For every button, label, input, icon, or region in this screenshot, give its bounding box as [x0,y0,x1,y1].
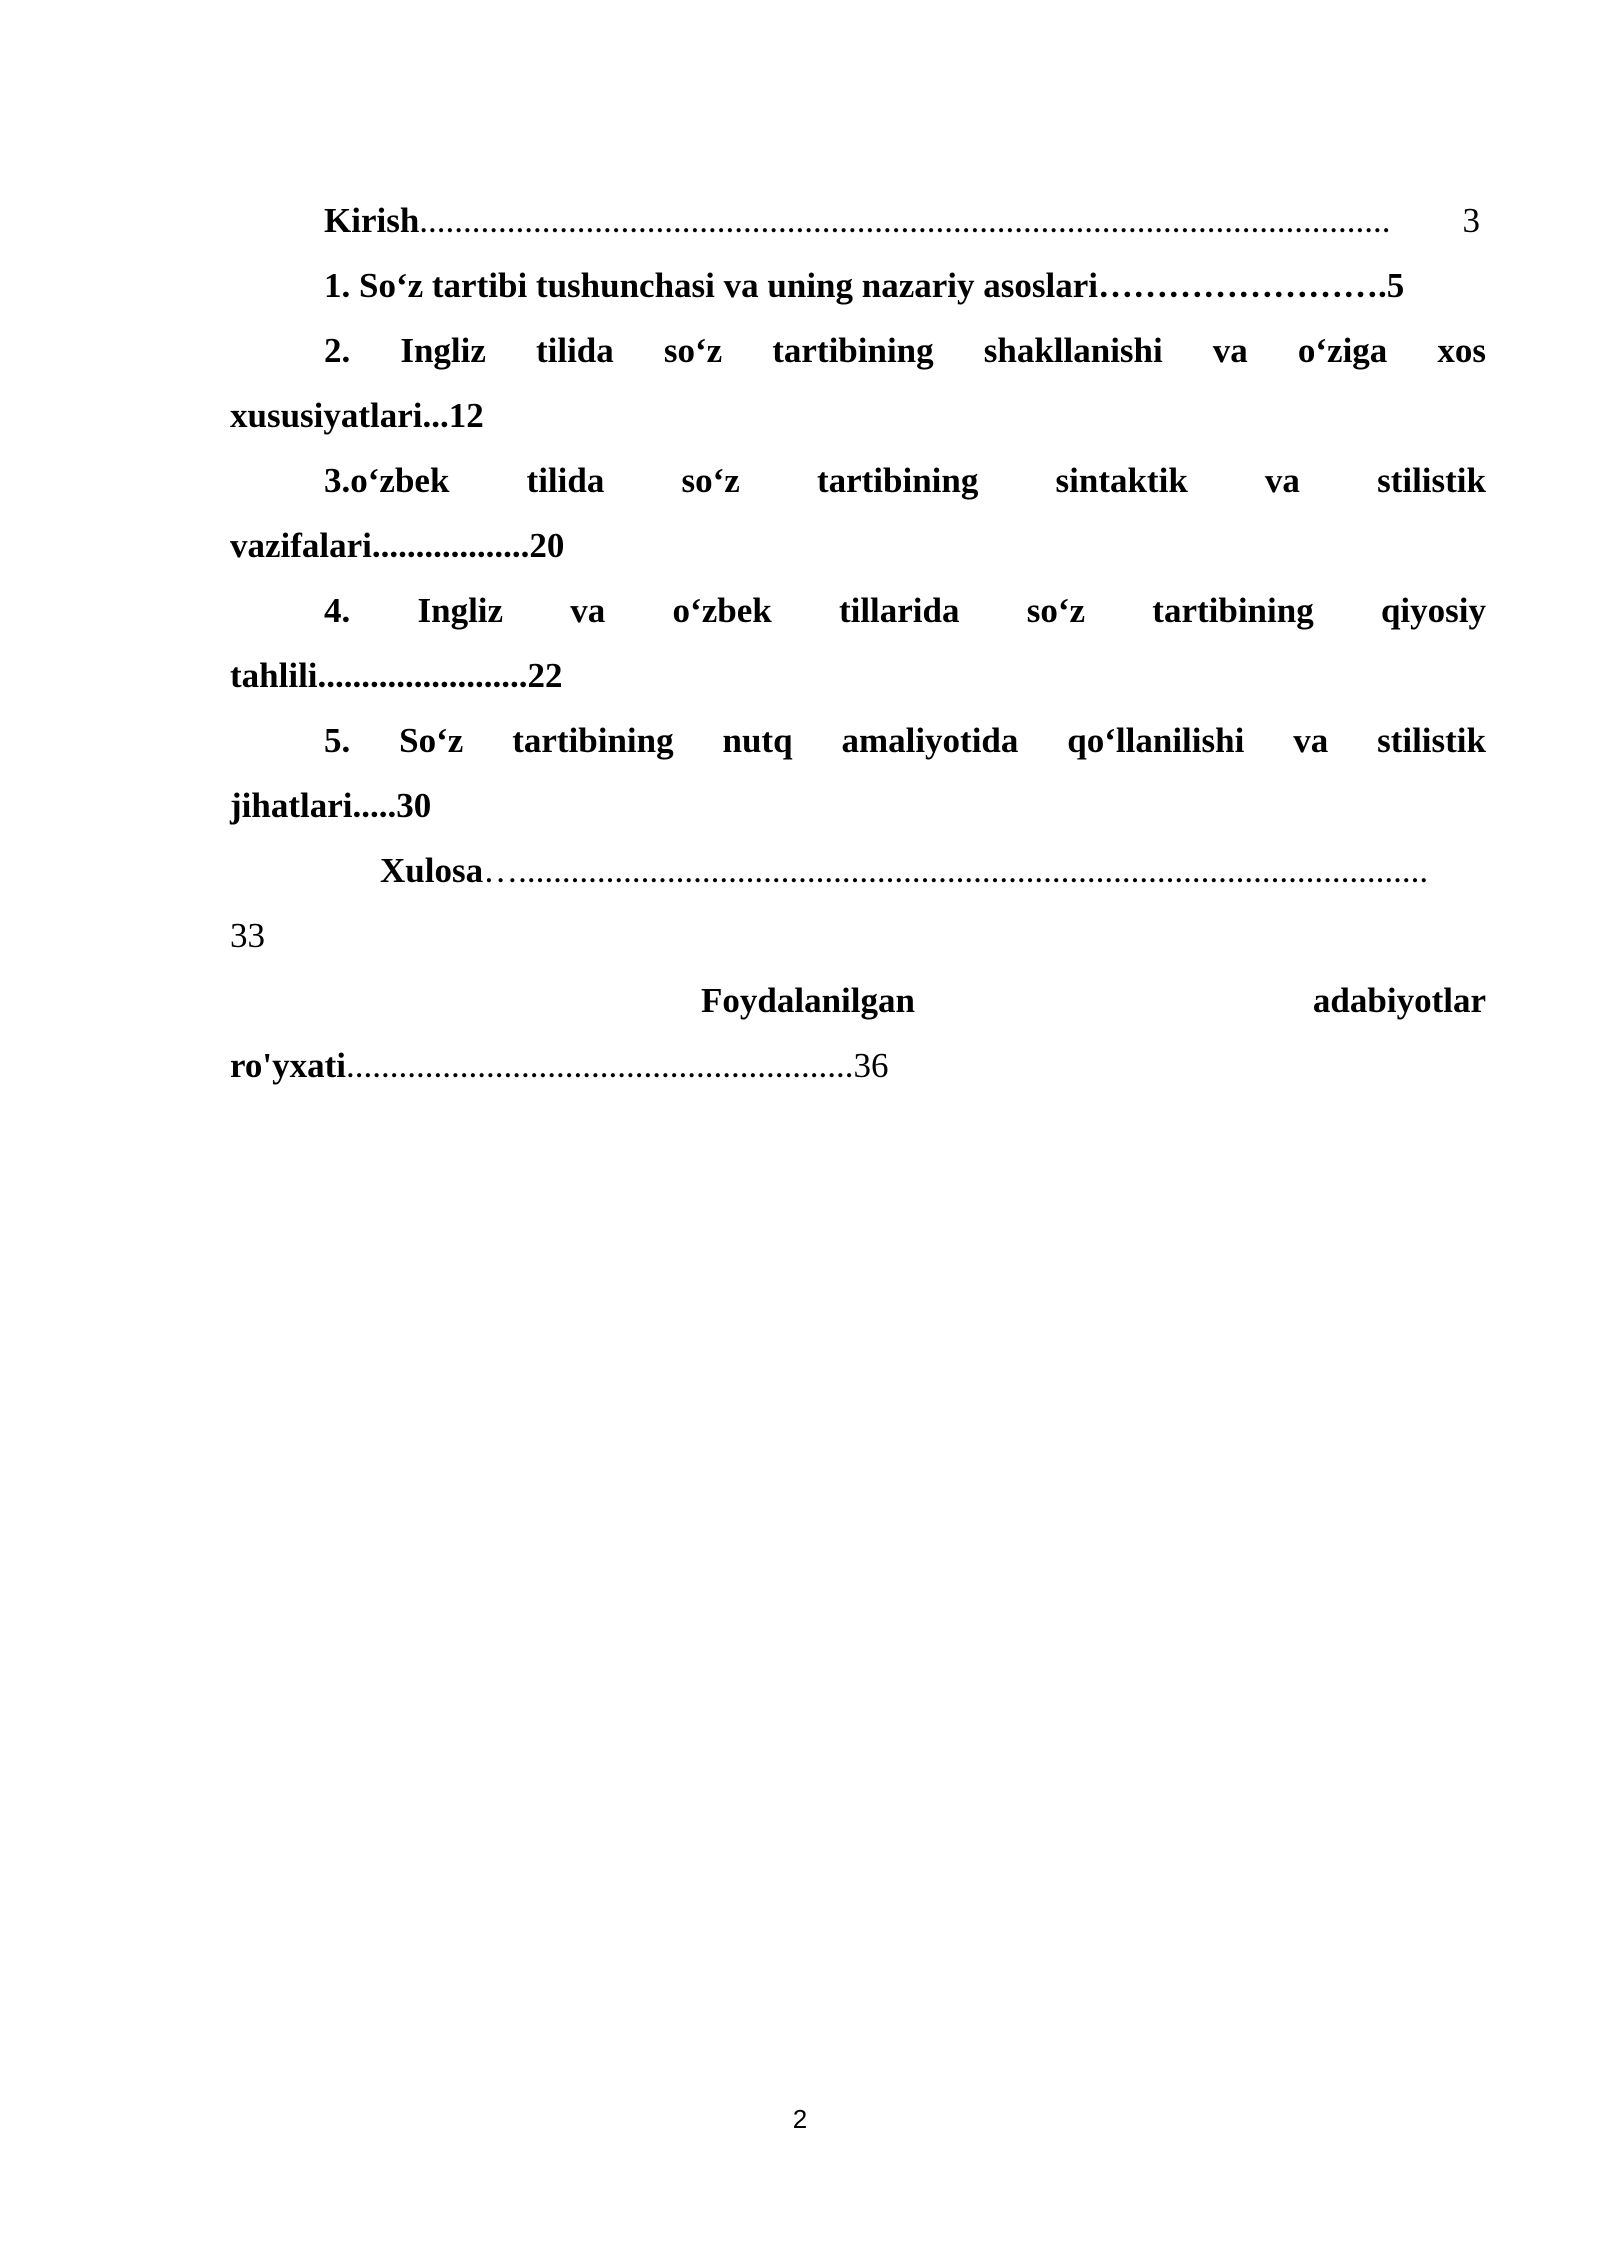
toc-entry-kirish[interactable] [230,188,1486,253]
toc-entry-page: 5 [1386,266,1405,305]
toc-entry-leader: …........................................................................................................ [483,851,1429,890]
toc-entry-adabiyotlar[interactable] [230,968,1486,1098]
toc-entry-xulosa[interactable] [230,838,1486,968]
toc-entry-line: 5. So‘z tartibining nutq amaliyotida qo‘llanilishi va stilistik [324,721,1486,760]
toc-entry-leader: ……………………. [1098,266,1387,305]
toc-entry-line: 3.o‘zbek tilida so‘z tartibining sintaktik va stilistik [324,461,1486,500]
toc-entry-2[interactable] [230,318,1486,448]
toc-entry-4[interactable] [230,578,1486,708]
toc-entry-1[interactable] [230,253,1486,318]
table-of-contents [230,188,1486,1098]
page-number: 2 [792,2104,808,2134]
toc-entry-3[interactable] [230,448,1486,578]
toc-entry-line: 2. Ingliz tilida so‘z tartibining shakllanishi va o‘ziga xos [324,331,1486,370]
toc-entry-word: Foydalanilgan [701,981,915,1020]
toc-entry-leader: .......................................................... [346,1046,854,1085]
toc-entry-line: vazifalari..................20 [230,526,565,565]
toc-entry-word: adabiyotlar [1312,981,1486,1020]
toc-entry-page: 36 [853,1046,889,1085]
toc-entry-title: ro'yxati [230,1046,347,1085]
toc-entry-line: 4. Ingliz va o‘zbek tillarida so‘z tartibining qiyosiy [324,591,1486,630]
toc-entry-page: 3 [1462,201,1480,240]
toc-entry-line: tahlili........................22 [230,656,563,695]
toc-entry-leader: ............................................................................................................... [419,201,1391,240]
toc-entry-5[interactable] [230,708,1486,838]
toc-entry-title: 1. So‘z tartibi tushunchasi va uning nazariy asoslari [324,266,1098,305]
toc-entry-line: xususiyatlari...12 [230,396,484,435]
toc-entry-page: 33 [230,916,265,955]
toc-entry-title: Kirish [324,201,420,240]
toc-entry-line: jihatlari.....30 [230,786,432,825]
toc-entry-title: Xulosa [380,851,484,890]
